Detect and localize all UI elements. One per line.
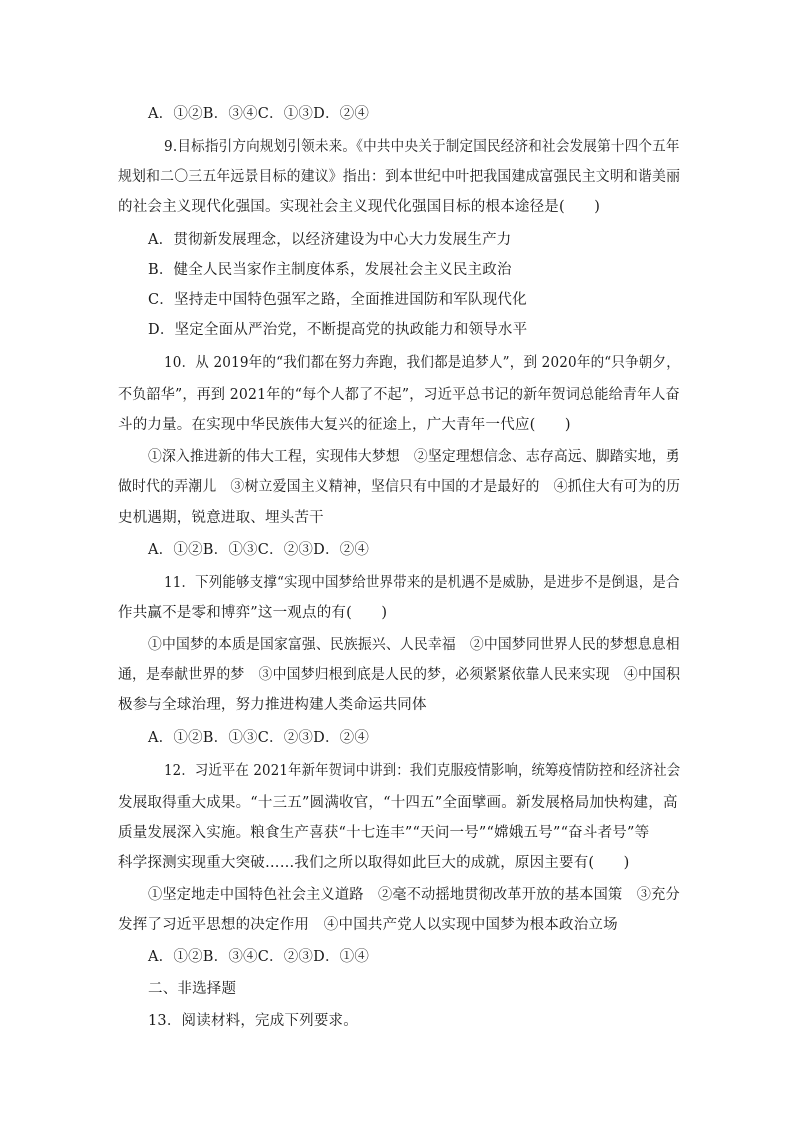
section-heading-non-choice: 二、非选择题	[148, 981, 237, 997]
q9-option-c: C．坚持走中国特色强军之路，全面推进国防和军队现代化	[148, 292, 527, 308]
q11-stem-line-2: 作共赢不是零和博弈”这一观点的有( )	[118, 605, 388, 621]
q12-stem-line-3: 质量发展深入实施。粮食生产喜获“十七连丰”“天问一号”“嫦娥五号”“奋斗者号”等	[118, 825, 650, 841]
q10-statements-line-2: 做时代的弄潮儿 ③树立爱国主义精神，坚信只有中国的才是最好的 ④抓住大有可为的历	[118, 479, 681, 495]
q9-stem-line-2: 规划和二〇三五年远景目标的建议》指出：到本世纪中叶把我国建成富强民主文明和谐美丽	[118, 169, 681, 185]
q11-options: A．①②B．①③C．②③D．②④	[148, 730, 370, 746]
q10-stem-line-3: 斗的力量。在实现中华民族伟大复兴的征途上，广大青年一代应( )	[118, 417, 571, 433]
q8-options: A．①②B．③④C．①③D．②④	[148, 106, 370, 122]
q11-stem-line-1: 11．下列能够支撑“实现中国梦给世界带来的是机遇不是威胁，是进步不是倒退，是合	[164, 575, 680, 591]
q9-stem-line-1: 9.目标指引方向规划引领未来。《中共中央关于制定国民经济和社会发展第十四个五年	[164, 139, 680, 155]
q11-statements-line-3: 极参与全球治理，努力推进构建人类命运共同体	[118, 697, 427, 713]
q10-options: A．①②B．①③C．②③D．②④	[148, 542, 370, 558]
q9-option-b: B．健全人民当家作主制度体系，发展社会主义民主政治	[148, 262, 512, 278]
q9-option-a: A．贯彻新发展理念，以经济建设为中心大力发展生产力	[148, 232, 512, 248]
q12-statements-line-1: ①坚定地走中国特色社会主义道路 ②毫不动摇地贯彻改革开放的基本国策 ③充分	[148, 887, 680, 903]
q10-stem-line-1: 10．从 2019年的“我们都在努力奔跑，我们都是追梦人”，到 2020年的“只争朝夕，	[164, 355, 680, 371]
q11-statements-line-1: ①中国梦的本质是国家富强、民族振兴、人民幸福 ②中国梦同世界人民的梦想息息相	[148, 637, 680, 653]
q13-stem: 13．阅读材料，完成下列要求。	[148, 1013, 358, 1029]
q9-stem-line-3: 的社会主义现代化强国。实现社会主义现代化强国目标的根本途径是( )	[118, 199, 601, 215]
q12-statements-line-2: 发挥了习近平思想的决定作用 ④中国共产党人以实现中国梦为根本政治立场	[118, 917, 618, 933]
q10-statements-line-3: 史机遇期，锐意进取、埋头苦干	[118, 510, 324, 526]
q9-option-d: D．坚定全面从严治党，不断提高党的执政能力和领导水平	[148, 322, 528, 338]
q10-stem-line-2: 不负韶华”，再到 2021年的“每个人都了不起”，习近平总书记的新年贺词总能给青年人奋	[118, 387, 680, 403]
q10-statements-line-1: ①深入推进新的伟大工程，实现伟大梦想 ②坚定理想信念、志存高远、脚踏实地，勇	[148, 449, 680, 465]
q12-stem-line-4: 科学探测实现重大突破……我们之所以取得如此巨大的成就，原因主要有( )	[118, 855, 630, 871]
q12-options: A．①②B．③④C．②③D．①④	[148, 949, 370, 965]
q12-stem-line-1: 12．习近平在 2021年新年贺词中讲到：我们克服疫情影响，统筹疫情防控和经济社会	[164, 763, 681, 779]
q11-statements-line-2: 通，是奉献世界的梦 ③中国梦归根到底是人民的梦，必须紧紧依靠人民来实现 ④中国积	[118, 667, 681, 683]
q12-stem-line-2: 发展取得重大成果。“十三五”圆满收官，“十四五”全面擘画。新发展格局加快构建，高	[118, 795, 678, 811]
